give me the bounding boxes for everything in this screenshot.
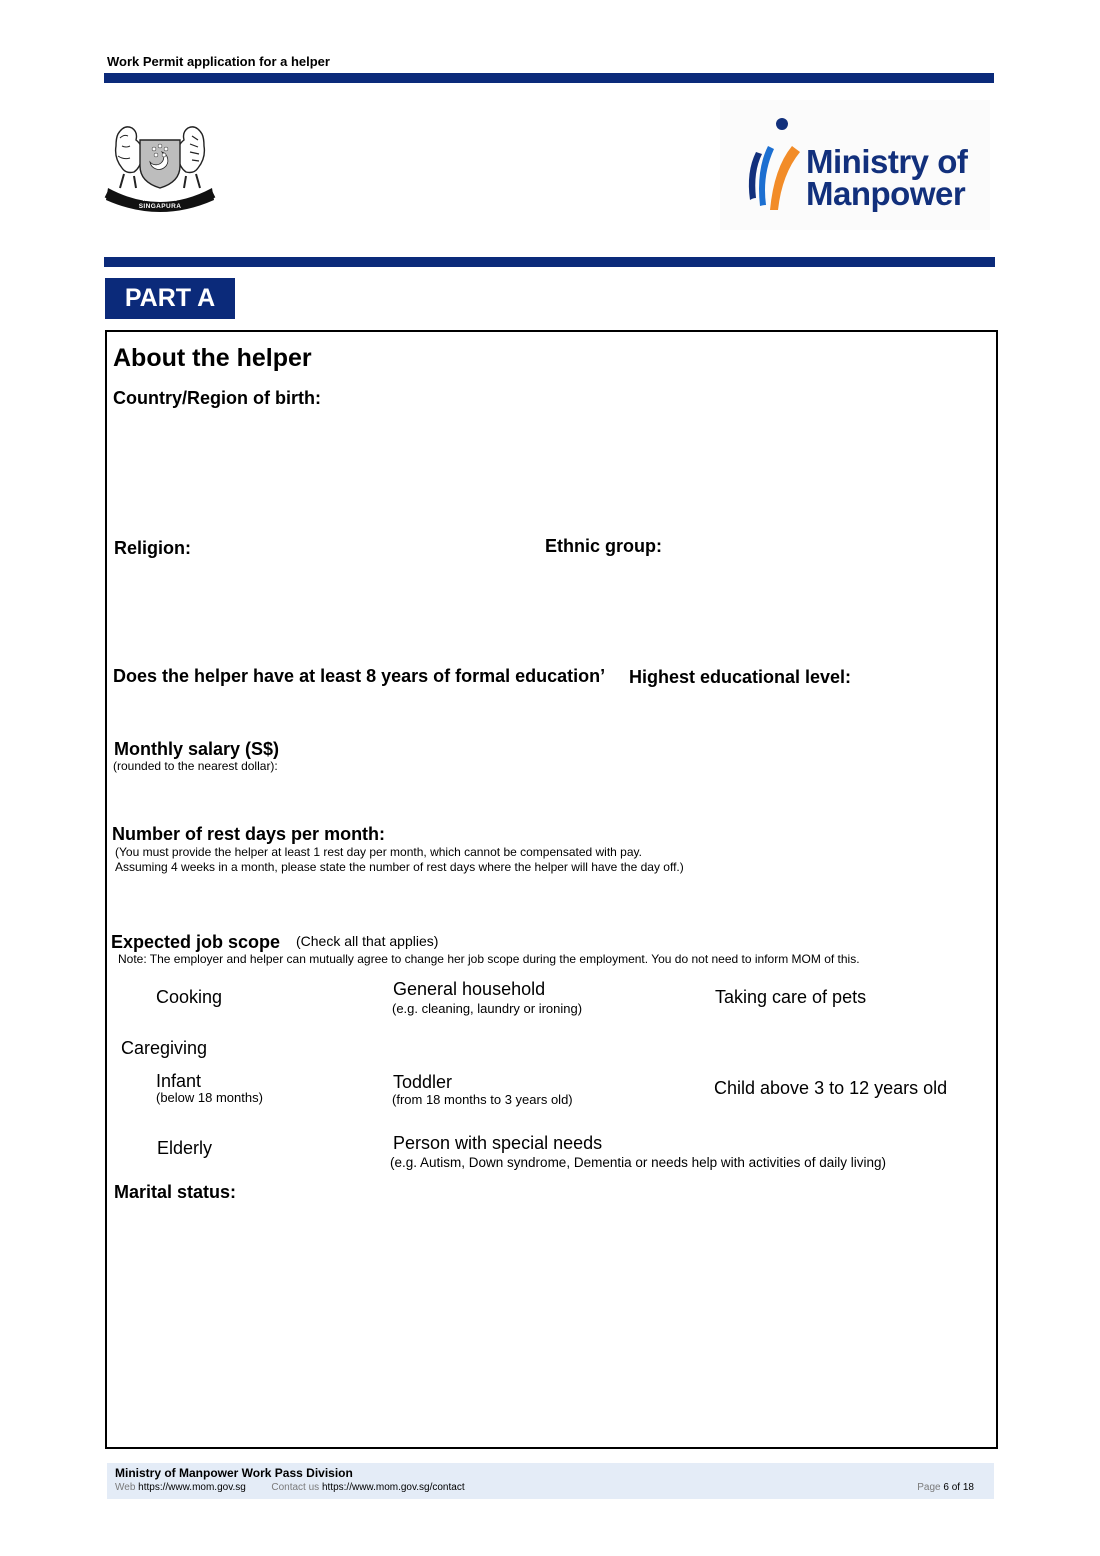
footer-web-link[interactable]: https://www.mom.gov.sg bbox=[138, 1482, 246, 1493]
footer-org: Ministry of Manpower Work Pass Division bbox=[115, 1466, 353, 1480]
option-infant[interactable]: Infant bbox=[156, 1071, 202, 1091]
religion-label: Religion: bbox=[114, 538, 191, 558]
crest-motto: MAJULAH SINGAPURA bbox=[138, 196, 182, 210]
option-general-household-sub: (e.g. cleaning, laundry or ironing) bbox=[392, 1001, 583, 1016]
footer-page-of: of 18 bbox=[951, 1482, 974, 1493]
form-frame bbox=[105, 330, 998, 1449]
option-toddler[interactable]: Toddler bbox=[393, 1072, 453, 1092]
option-general-household[interactable]: General household bbox=[393, 979, 546, 999]
option-special-needs[interactable]: Person with special needs bbox=[393, 1133, 603, 1153]
option-special-needs-sub: (e.g. Autism, Down syndrome, Dementia or needs help with activities of daily living) bbox=[390, 1155, 886, 1170]
mom-logo bbox=[720, 100, 990, 230]
option-cooking[interactable]: Cooking bbox=[156, 987, 223, 1007]
option-toddler-sub: (from 18 months to 3 years old) bbox=[392, 1092, 573, 1107]
option-infant-sub: (below 18 months) bbox=[156, 1090, 263, 1105]
option-elderly[interactable]: Elderly bbox=[157, 1138, 213, 1158]
job-scope-note: Note: The employer and helper can mutually agree to change her job scope during the employment. You do not need to inform MOM of this. bbox=[118, 952, 860, 966]
section-divider bbox=[104, 257, 995, 267]
monthly-salary-label: Monthly salary (S$) bbox=[114, 739, 280, 759]
job-scope-hint: (Check all that applies) bbox=[296, 933, 439, 949]
monthly-salary-note: (rounded to the nearest dollar): bbox=[113, 759, 278, 773]
footer-page-num: 6 bbox=[943, 1482, 949, 1493]
formal-education-label: Does the helper have at least 8 years of formal education’ bbox=[113, 666, 606, 686]
footer-page-label: Page bbox=[917, 1482, 941, 1493]
rest-days-note-2: Assuming 4 weeks in a month, please state the number of rest days where the helper will have the day off.) bbox=[115, 860, 684, 874]
rest-days-label: Number of rest days per month: bbox=[112, 824, 386, 844]
footer-contact-label: Contact us bbox=[271, 1482, 320, 1493]
country-of-birth-label: Country/Region of birth: bbox=[113, 388, 321, 408]
part-label: PART A bbox=[105, 278, 235, 319]
marital-status-label: Marital status: bbox=[114, 1182, 237, 1202]
singapore-crest-logo bbox=[104, 116, 216, 216]
header-divider bbox=[104, 73, 994, 83]
section-title: About the helper bbox=[113, 344, 312, 372]
mom-logo-line2: Manpower bbox=[806, 175, 966, 212]
ethnic-group-label: Ethnic group: bbox=[545, 536, 662, 556]
job-scope-label: Expected job scope bbox=[111, 932, 281, 952]
footer-web-label: Web bbox=[115, 1482, 136, 1493]
highest-education-label: Highest educational level: bbox=[629, 667, 852, 687]
footer-links bbox=[115, 1482, 465, 1493]
rest-days-note-1: (You must provide the helper at least 1 rest day per month, which cannot be compensated with pay. bbox=[115, 845, 642, 859]
caregiving-label: Caregiving bbox=[121, 1038, 208, 1058]
document-header-title: Work Permit application for a helper bbox=[107, 54, 330, 69]
option-pets[interactable]: Taking care of pets bbox=[715, 987, 867, 1007]
footer-contact-link[interactable]: https://www.mom.gov.sg/contact bbox=[321, 1482, 465, 1493]
page-footer bbox=[107, 1463, 994, 1499]
footer-page-number bbox=[917, 1482, 974, 1493]
mom-logo-line1: Ministry of bbox=[806, 143, 968, 180]
option-child[interactable]: Child above 3 to 12 years old bbox=[714, 1078, 948, 1098]
